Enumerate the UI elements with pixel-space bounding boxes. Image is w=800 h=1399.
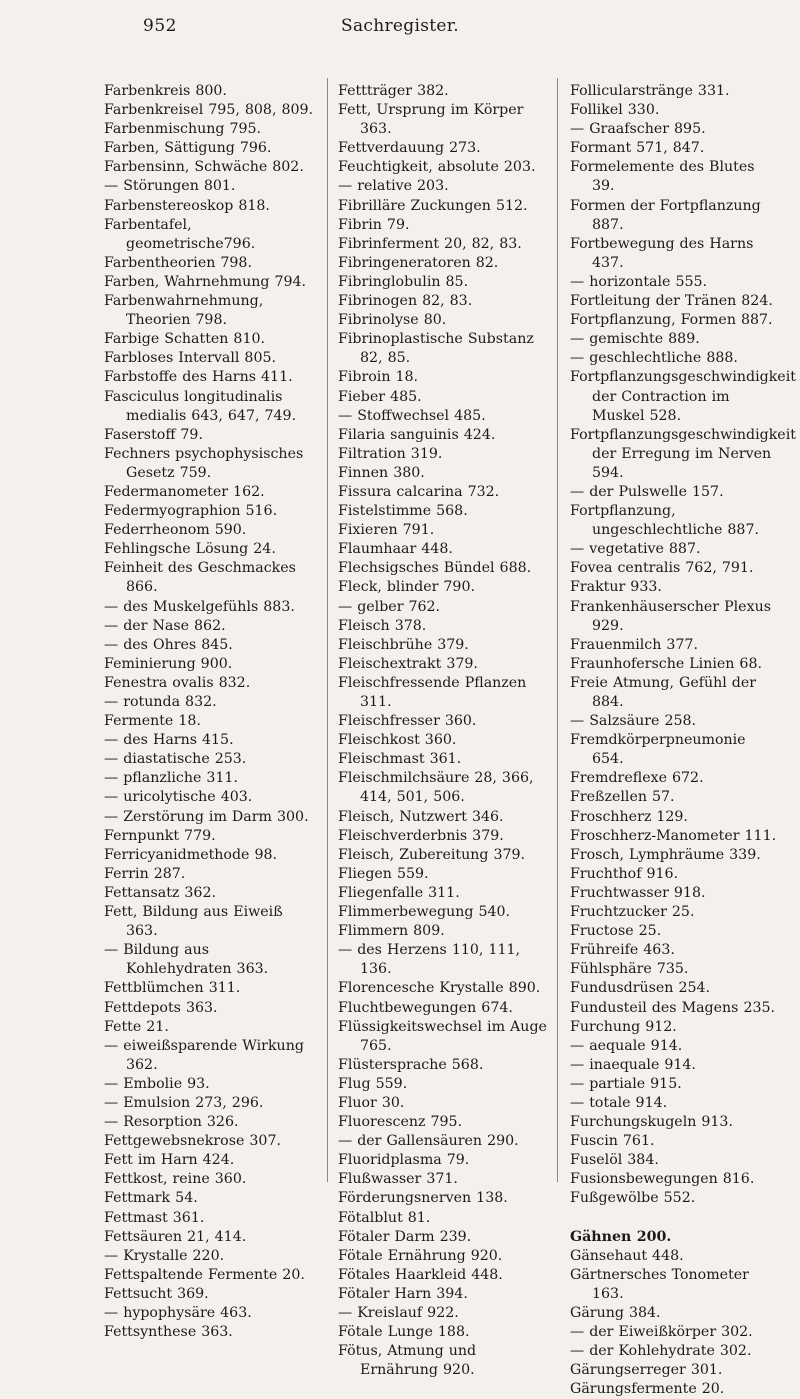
index-entry: Fleischmilchsäure 28, 366, 414, 501, 506. <box>338 770 534 806</box>
index-entry: Fettsäuren 21, 414. <box>104 1228 247 1245</box>
index-entry: Follicularstränge 331. <box>570 83 730 99</box>
index-entry: Filtration 319. <box>338 445 443 462</box>
index-entry: Fruchtwasser 918. <box>570 884 706 901</box>
index-entry: Fenestra ovalis 832. <box>104 674 251 691</box>
index-entry: Fixieren 791. <box>338 522 435 539</box>
index-entry: Fibrinolyse 80. <box>338 312 447 329</box>
index-entry: Frosch, Lymphräume 339. <box>570 846 761 863</box>
index-entry: Farbstoffe des Harns 411. <box>104 369 293 386</box>
index-entry: Fettmast 361. <box>104 1209 205 1226</box>
index-entry: Fibrin 79. <box>338 216 410 233</box>
index-entry: Formant 571, 847. <box>570 140 705 157</box>
index-entry: Fötaler Darm 239. <box>338 1228 472 1245</box>
index-entry: — eiweißsparende Wirkung 362. <box>104 1037 304 1073</box>
index-entry: Gärungsfermente 20. <box>570 1381 725 1398</box>
index-entry: — Stoffwechsel 485. <box>338 407 486 424</box>
index-entry: — Krystalle 220. <box>104 1247 225 1264</box>
index-entry: Fernpunkt 779. <box>104 827 216 844</box>
index-entry: Flüssigkeitswechsel im Auge 765. <box>338 1018 547 1054</box>
index-entry: Gänsehaut 448. <box>570 1247 684 1264</box>
index-entry: — Zerstörung im Darm 300. <box>104 808 309 825</box>
index-entry: Farbenkreisel 795, 808, 809. <box>104 102 314 119</box>
index-entry: Fortbewegung des Harns 437. <box>570 235 754 271</box>
index-entry: Fibrinogen 82, 83. <box>338 293 473 310</box>
column-divider <box>327 78 328 1182</box>
index-entry: Fusionsbewegungen 816. <box>570 1171 755 1188</box>
index-entry: Fettkost, reine 360. <box>104 1171 247 1188</box>
index-entry: — aequale 914. <box>570 1037 683 1054</box>
index-entry: Fruchtzucker 25. <box>570 904 695 921</box>
index-entry: Fieber 485. <box>338 388 422 405</box>
index-entry: Fortpflanzung, ungeschlechtliche 887. <box>570 503 759 539</box>
index-entry: Fettspaltende Fermente 20. <box>104 1266 305 1283</box>
index-entry: — gemischte 889. <box>570 331 700 348</box>
index-entry: Fibrilläre Zuckungen 512. <box>338 197 528 214</box>
index-entry: Fehlingsche Lösung 24. <box>104 541 276 558</box>
index-entry: Fibringlobulin 85. <box>338 273 469 290</box>
index-entry: Frankenhäuserscher Plexus 929. <box>570 598 771 634</box>
index-entry: Fötalblut 81. <box>338 1209 431 1226</box>
index-entry: — pflanzliche 311. <box>104 770 238 787</box>
index-entry: Fleischfresser 360. <box>338 713 477 730</box>
index-entry: — Graafscher 895. <box>570 121 706 138</box>
index-entry: Gärung 384. <box>570 1304 661 1321</box>
index-entry: Fuselöl 384. <box>570 1152 659 1169</box>
index-entry: Fortleitung der Tränen 824. <box>570 293 773 310</box>
index-entry: Fluoridplasma 79. <box>338 1152 470 1169</box>
index-entry: Florencesche Krystalle 890. <box>338 980 541 997</box>
index-entry: Ferricyanidmethode 98. <box>104 846 278 863</box>
index-entry: Fleck, blinder 790. <box>338 579 475 596</box>
index-entry: Feinheit des Geschmackes 866. <box>104 560 296 596</box>
index-entry: — partiale 915. <box>570 1075 682 1092</box>
index-entry: Fleischbrühe 379. <box>338 636 469 653</box>
index-entry: — Salzsäure 258. <box>570 713 697 730</box>
index-entry: — totale 914. <box>570 1094 668 1111</box>
index-entry: Gärungserreger 301. <box>570 1362 723 1379</box>
index-entry: Flüstersprache 568. <box>338 1056 484 1073</box>
index-entry: Filaria sanguinis 424. <box>338 426 496 443</box>
index-entry: — des Ohres 845. <box>104 636 233 653</box>
index-entry: Gähnen 200. <box>570 1228 672 1245</box>
index-entry: — horizontale 555. <box>570 273 708 290</box>
index-entry: Farbige Schatten 810. <box>104 331 266 348</box>
index-entry: Fettverdauung 273. <box>338 140 481 157</box>
index-entry: Fructose 25. <box>570 923 662 940</box>
index-entry: — geschlechtliche 888. <box>570 350 738 367</box>
index-entry: — inaequale 914. <box>570 1056 696 1073</box>
index-entry: — uricolytische 403. <box>104 789 253 806</box>
index-entry: Flug 559. <box>338 1075 408 1092</box>
index-entry: Fundusteil des Magens 235. <box>570 999 776 1016</box>
index-entry: Fleischkost 360. <box>338 732 457 749</box>
index-entry: Förderungsnerven 138. <box>338 1190 508 1207</box>
index-entry: Fibrinoplastische Substanz 82, 85. <box>338 331 534 367</box>
index-entry: Flaumhaar 448. <box>338 541 453 558</box>
index-entry: Fett, Ursprung im Körper 363. <box>338 102 524 138</box>
index-entry: Fuscin 761. <box>570 1133 655 1150</box>
page-header <box>0 16 800 46</box>
index-entry: — hypophysäre 463. <box>104 1305 252 1321</box>
index-entry: Follikel 330. <box>570 102 660 119</box>
index-entry: Farbenkreis 800. <box>104 83 227 99</box>
index-entry: Fliegen 559. <box>338 865 429 882</box>
index-entry: Fermente 18. <box>104 713 201 730</box>
index-entry: Farbentafel, geometrische796. <box>104 216 256 252</box>
index-entry: Faserstoff 79. <box>104 426 203 443</box>
section-gap <box>570 1209 782 1228</box>
index-entry: Fleischfressende Pflanzen 311. <box>338 674 527 710</box>
index-entry: Fettmark 54. <box>104 1190 198 1207</box>
index-entry: Gärtnersches Tonometer 163. <box>570 1266 749 1302</box>
index-entry: Flimmerbewegung 540. <box>338 904 511 921</box>
index-entry: Fruchthof 916. <box>570 865 679 882</box>
index-entry: Finnen 380. <box>338 464 425 481</box>
index-column-2 <box>338 82 550 1380</box>
index-column-1 <box>104 82 316 1342</box>
index-entry: Froschherz 129. <box>570 808 688 825</box>
index-entry: Fibroin 18. <box>338 369 419 386</box>
index-entry: Fettblümchen 311. <box>104 980 241 997</box>
index-entry: Farbloses Intervall 805. <box>104 350 277 367</box>
index-entry: Formen der Fortpflanzung 887. <box>570 197 761 233</box>
index-column-3 <box>570 82 796 1399</box>
index-entry: Froschherz-Manometer 111. <box>570 827 777 844</box>
index-entry: Fluor 30. <box>338 1094 405 1111</box>
index-entry: Fremdreflexe 672. <box>570 770 704 787</box>
index-entry: Fußgewölbe 552. <box>570 1190 696 1207</box>
running-title: Sachregister. <box>341 16 459 36</box>
index-entry: Furchung 912. <box>570 1018 677 1035</box>
index-entry: Fovea centralis 762, 791. <box>570 560 754 577</box>
index-entry: Fette 21. <box>104 1018 169 1035</box>
index-entry: — der Kohlehydrate 302. <box>570 1343 752 1360</box>
index-entry: — Kreislauf 922. <box>338 1305 459 1321</box>
index-entry: Fraktur 933. <box>570 579 662 596</box>
index-entry: Fibrinferment 20, 82, 83. <box>338 235 522 252</box>
index-entry: — rotunda 832. <box>104 694 217 710</box>
index-entry: Farben, Sättigung 796. <box>104 140 272 157</box>
index-entry: Fleisch, Zubereitung 379. <box>338 846 526 863</box>
index-entry: Fluorescenz 795. <box>338 1114 463 1131</box>
index-entry: Furchungskugeln 913. <box>570 1114 733 1131</box>
index-entry: — Emulsion 273, 296. <box>104 1094 264 1111</box>
index-entry: — der Pulswelle 157. <box>570 483 724 500</box>
index-entry: Fraunhofersche Linien 68. <box>570 655 762 672</box>
index-entry: Fötales Haarkleid 448. <box>338 1266 503 1283</box>
index-entry: Fechners psychophysisches Gesetz 759. <box>104 445 304 481</box>
column-divider <box>557 78 558 1182</box>
index-entry: Fötaler Harn 394. <box>338 1285 468 1302</box>
index-entry: Fortpflanzungsgeschwindigkeit der Contraction im Muskel 528. <box>570 369 796 424</box>
index-entry: Fliegenfalle 311. <box>338 884 460 901</box>
index-entry: Fötus, Atmung und Ernährung 920. <box>338 1343 477 1379</box>
index-entry: Fettsynthese 363. <box>104 1324 233 1341</box>
index-entry: Fettgewebsnekrose 307. <box>104 1133 281 1150</box>
index-entry: — diastatische 253. <box>104 751 247 768</box>
index-entry: Fettträger 382. <box>338 83 449 99</box>
index-entry: — relative 203. <box>338 178 449 195</box>
index-entry: Fortpflanzung, Formen 887. <box>570 312 773 329</box>
index-entry: Fremdkörperpneumonie 654. <box>570 732 746 768</box>
index-entry: Federmanometer 162. <box>104 483 265 500</box>
index-entry: Fötale Ernährung 920. <box>338 1247 503 1264</box>
index-entry: — der Eiweißkörper 302. <box>570 1324 753 1340</box>
index-entry: Fundusdrüsen 254. <box>570 980 711 997</box>
index-entry: Fühlsphäre 735. <box>570 961 689 978</box>
index-entry: Fleischmast 361. <box>338 751 462 768</box>
index-entry: Frauenmilch 377. <box>570 636 698 653</box>
index-entry: Fistelstimme 568. <box>338 503 468 520</box>
index-entry: Fett, Bildung aus Eiweiß 363. <box>104 904 283 940</box>
index-entry: — Bildung aus Kohlehydraten 363. <box>104 942 269 978</box>
index-entry: Freie Atmung, Gefühl der 884. <box>570 674 757 710</box>
index-entry: Feminierung 900. <box>104 655 233 672</box>
index-entry: Farbenstereoskop 818. <box>104 197 270 214</box>
index-entry: Farbenwahrnehmung, Theorien 798. <box>104 293 264 329</box>
page-number: 952 <box>143 16 177 36</box>
index-entry: Flechsigsches Bündel 688. <box>338 560 532 577</box>
index-entry: Farbentheorien 798. <box>104 254 252 271</box>
index-entry: Farbensinn, Schwäche 802. <box>104 159 304 176</box>
index-entry: Frühreife 463. <box>570 942 675 959</box>
index-entry: Fibringeneratoren 82. <box>338 254 499 271</box>
index-entry: — Resorption 326. <box>104 1114 239 1131</box>
index-entry: — Störungen 801. <box>104 178 236 195</box>
index-entry: Fleischextrakt 379. <box>338 655 478 672</box>
index-entry: Fasciculus longitudinalis medialis 643, 647, 749. <box>104 388 297 424</box>
index-entry: Fettansatz 362. <box>104 884 216 901</box>
index-entry: Fluchtbewegungen 674. <box>338 999 513 1016</box>
index-entry: — des Herzens 110, 111, 136. <box>338 942 521 978</box>
index-entry: — vegetative 887. <box>570 541 701 558</box>
index-entry: Formelemente des Blutes 39. <box>570 159 755 195</box>
index-entry: — Embolie 93. <box>104 1075 210 1092</box>
index-entry: Fleischverderbnis 379. <box>338 827 504 844</box>
index-entry: Federmyographion 516. <box>104 503 278 520</box>
index-entry: Federrheonom 590. <box>104 522 247 539</box>
index-entry: Fissura calcarina 732. <box>338 483 500 500</box>
index-entry: Fettsucht 369. <box>104 1285 209 1302</box>
index-entry: Fortpflanzungsgeschwindigkeit der Erregung im Nerven 594. <box>570 426 796 481</box>
index-entry: Flußwasser 371. <box>338 1171 458 1188</box>
index-entry: Flimmern 809. <box>338 923 445 940</box>
index-entry: Fleisch, Nutzwert 346. <box>338 808 504 825</box>
index-entry: Fötale Lunge 188. <box>338 1324 470 1341</box>
index-entry: — des Harns 415. <box>104 732 234 749</box>
index-entry: Fettdepots 363. <box>104 999 218 1016</box>
index-entry: Fett im Harn 424. <box>104 1152 235 1169</box>
index-entry: Feuchtigkeit, absolute 203. <box>338 159 536 176</box>
index-entry: Farben, Wahrnehmung 794. <box>104 273 307 290</box>
index-entry: Freßzellen 57. <box>570 789 675 806</box>
index-entry: Ferrin 287. <box>104 865 186 882</box>
index-entry: — der Gallensäuren 290. <box>338 1133 519 1150</box>
index-entry: — des Muskelgefühls 883. <box>104 598 295 615</box>
index-entry: Fleisch 378. <box>338 617 427 634</box>
index-entry: — der Nase 862. <box>104 617 226 634</box>
index-entry: Farbenmischung 795. <box>104 121 262 138</box>
index-entry: — gelber 762. <box>338 598 441 615</box>
